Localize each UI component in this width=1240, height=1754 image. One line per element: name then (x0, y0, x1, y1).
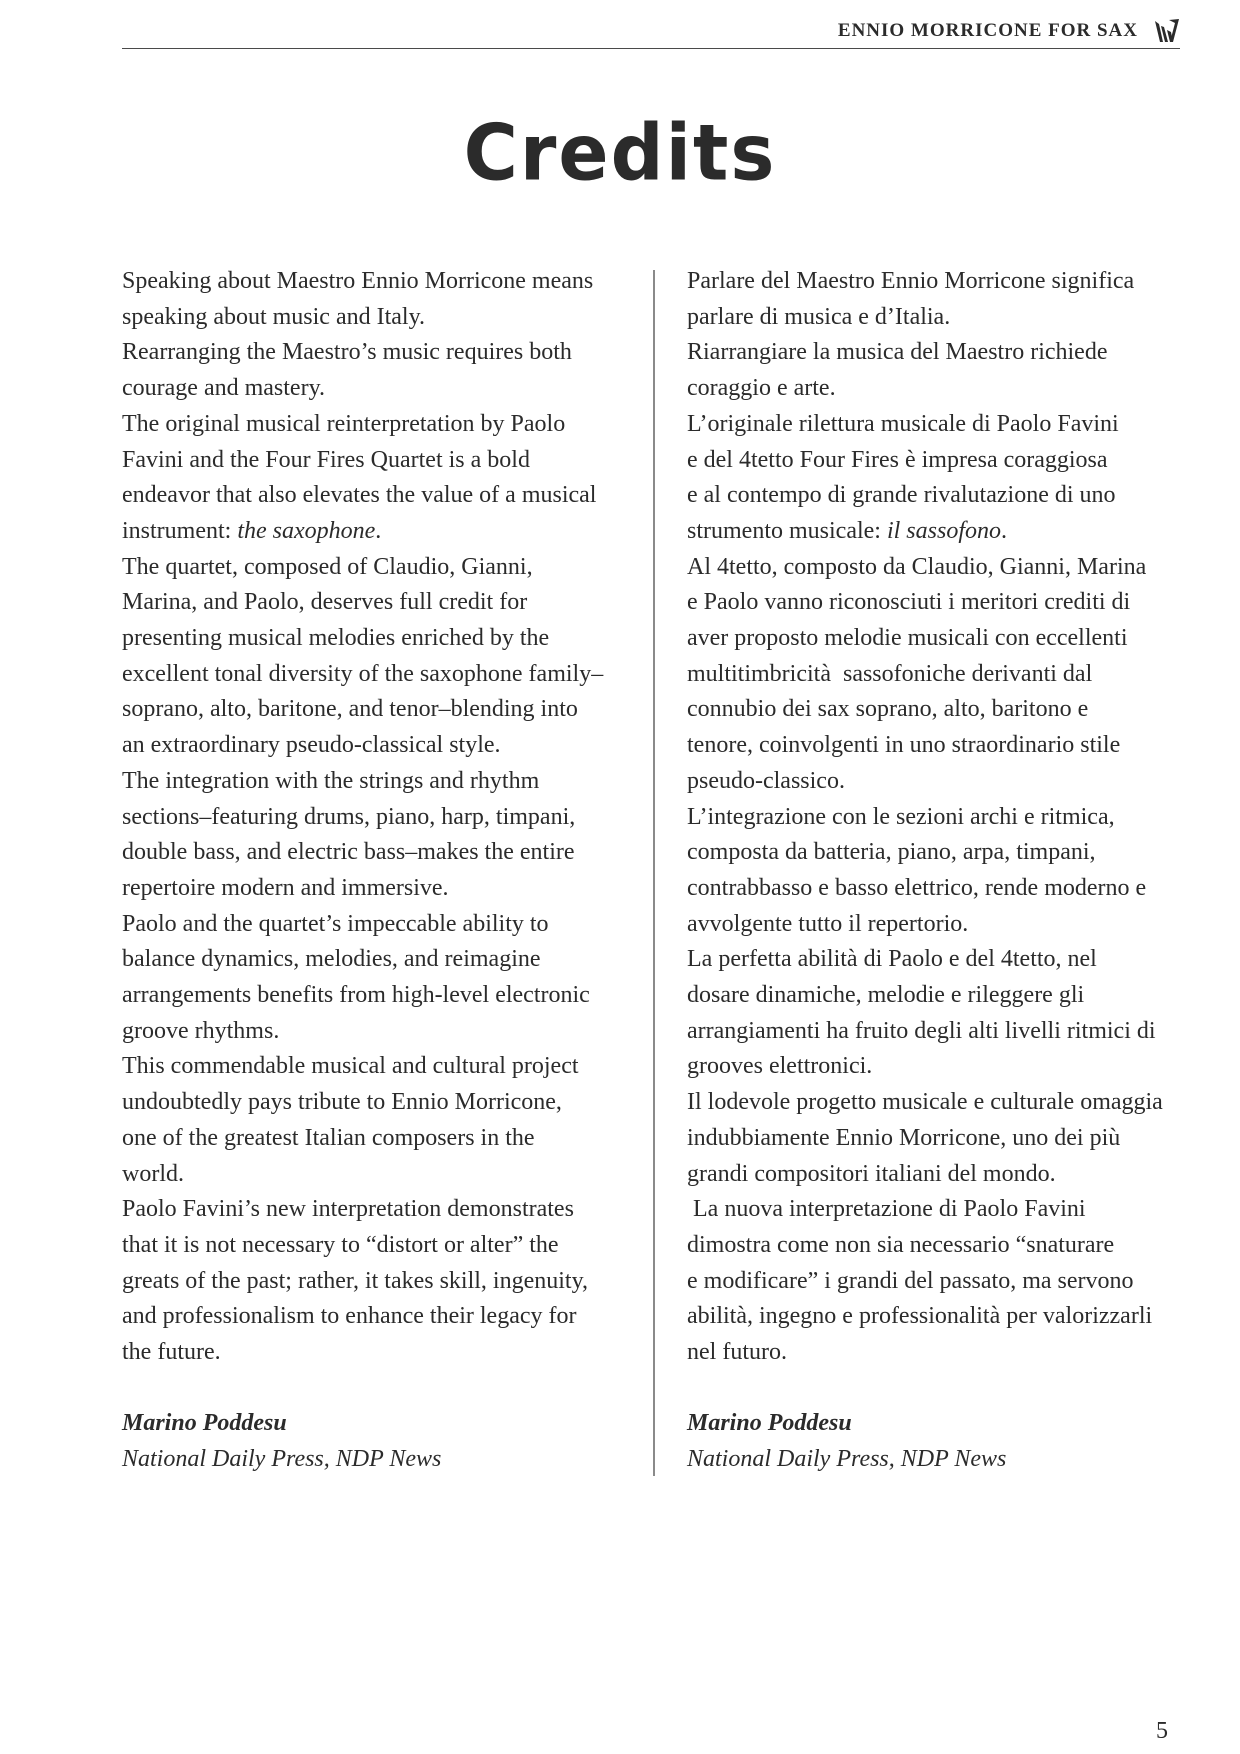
signer-affiliation: National Daily Press, NDP News (687, 1446, 1007, 1473)
text-line: Al 4tetto, composto da Claudio, Gianni, Marina (687, 553, 1147, 580)
text-line: multitimbricità sassofoniche derivanti dal (687, 660, 1093, 687)
text-line: L’integrazione con le sezioni archi e ritmica, (687, 803, 1115, 830)
page-title: Credits (463, 107, 777, 199)
flame-logo-icon (1154, 18, 1180, 44)
text-line: connubio dei sax soprano, alto, baritono e (687, 696, 1089, 723)
text-line: avvolgente tutto il repertorio. (687, 910, 969, 937)
text-line: La perfetta abilità di Paolo e del 4tetto, nel (687, 946, 1097, 973)
text-segment: strumento musicale: (687, 517, 887, 544)
text-line: arrangiamenti ha fruito degli alti livelli ritmici di (687, 1017, 1156, 1044)
text-line: greats of the past; rather, it takes skill, ingenuity, (122, 1267, 589, 1294)
text-line: Favini and the Four Fires Quartet is a bold (122, 446, 530, 473)
english-column (122, 264, 642, 1478)
signer-name: Marino Poddesu (122, 1410, 287, 1437)
text-line: courage and mastery. (122, 375, 326, 402)
text-line: Parlare del Maestro Ennio Morricone significa (687, 268, 1135, 294)
text-line: world. (122, 1160, 184, 1187)
text-line: La nuova interpretazione di Paolo Favini (687, 1196, 1086, 1223)
text-line-with-italic (687, 514, 1207, 550)
text-line: tenore, coinvolgenti in uno straordinario stile (687, 732, 1121, 759)
text-line: one of the greatest Italian composers in the (122, 1124, 535, 1151)
text-line: Riarrangiare la musica del Maestro richiede (687, 339, 1108, 366)
text-line: and professionalism to enhance their legacy for (122, 1303, 577, 1330)
text-line: endeavor that also elevates the value of a musical (122, 482, 597, 509)
text-line: contrabbasso e basso elettrico, rende moderno e (687, 874, 1147, 901)
text-segment: . (1001, 517, 1007, 544)
text-segment: . (375, 517, 382, 544)
text-line: Paolo Favini’s new interpretation demonstrates (122, 1196, 574, 1223)
running-header (122, 16, 1180, 49)
text-line: coraggio e arte. (687, 375, 836, 402)
text-segment: instrument: (122, 517, 238, 544)
text-line: composta da batteria, piano, arpa, timpani, (687, 839, 1096, 866)
text-line: abilità, ingegno e professionalità per valorizzarli (687, 1303, 1153, 1330)
text-line: arrangements benefits from high-level electronic (122, 982, 590, 1009)
text-line: e modificare” i grandi del passato, ma servono (687, 1267, 1134, 1294)
text-line: repertoire modern and immersive. (122, 874, 449, 901)
text-line: Speaking about Maestro Ennio Morricone means (122, 268, 594, 294)
signer-name: Marino Poddesu (687, 1410, 852, 1437)
italian-column (687, 264, 1207, 1478)
text-line: indubbiamente Ennio Morricone, uno dei più (687, 1124, 1121, 1151)
text-line: dimostra come non sia necessario “snaturare (687, 1231, 1115, 1258)
text-line-with-italic (122, 514, 642, 550)
text-line: The integration with the strings and rhythm (122, 767, 540, 794)
header-title: ENNIO MORRICONE FOR SAX (837, 20, 1138, 41)
signer-affiliation: National Daily Press, NDP News (122, 1446, 442, 1473)
text-line: the future. (122, 1339, 221, 1366)
text-line: speaking about music and Italy. (122, 303, 426, 330)
spacer (687, 1371, 1207, 1407)
text-line: grandi compositori italiani del mondo. (687, 1160, 1056, 1187)
italic-term: the saxophone (237, 517, 376, 544)
text-line: e Paolo vanno riconosciuti i meritori crediti di (687, 589, 1131, 616)
text-line: groove rhythms. (122, 1017, 280, 1044)
text-line: Il lodevole progetto musicale e culturale omaggia (687, 1089, 1163, 1116)
text-line: parlare di musica e d’Italia. (687, 303, 951, 330)
text-line: sections–featuring drums, piano, harp, timpani, (122, 803, 576, 830)
text-line: dosare dinamiche, melodie e rileggere gli (687, 982, 1085, 1009)
text-line: The quartet, composed of Claudio, Gianni, (122, 553, 533, 580)
text-line: undoubtedly pays tribute to Ennio Morricone, (122, 1089, 562, 1116)
text-line: balance dynamics, melodies, and reimagine (122, 946, 541, 973)
text-line: e del 4tetto Four Fires è impresa coraggiosa (687, 446, 1108, 473)
column-divider (653, 270, 655, 1476)
text-line: The original musical reinterpretation by Paolo (122, 410, 566, 437)
text-line: aver proposto melodie musicali con eccellenti (687, 625, 1128, 652)
text-line: grooves elettronici. (687, 1053, 873, 1080)
text-line: excellent tonal diversity of the saxophone family– (122, 660, 604, 687)
text-line: double bass, and electric bass–makes the entire (122, 839, 575, 866)
text-line: nel futuro. (687, 1339, 787, 1366)
text-line: Marina, and Paolo, deserves full credit for (122, 589, 528, 616)
text-line: presenting musical melodies enriched by the (122, 625, 550, 652)
text-line: Rearranging the Maestro’s music requires both (122, 339, 572, 366)
text-line: that it is not necessary to “distort or alter” the (122, 1231, 559, 1258)
text-line: L’originale rilettura musicale di Paolo Favini (687, 410, 1119, 437)
text-line: e al contempo di grande rivalutazione di uno (687, 482, 1116, 509)
text-line: Paolo and the quartet’s impeccable ability to (122, 910, 549, 937)
text-line: pseudo-classico. (687, 767, 845, 794)
page-number: 5 (1156, 1718, 1168, 1744)
text-line: an extraordinary pseudo-classical style. (122, 732, 501, 759)
text-line: This commendable musical and cultural project (122, 1053, 579, 1080)
text-line: soprano, alto, baritone, and tenor–blending into (122, 696, 578, 723)
spacer (122, 1371, 642, 1407)
italic-term: il sassofono (886, 517, 1001, 544)
